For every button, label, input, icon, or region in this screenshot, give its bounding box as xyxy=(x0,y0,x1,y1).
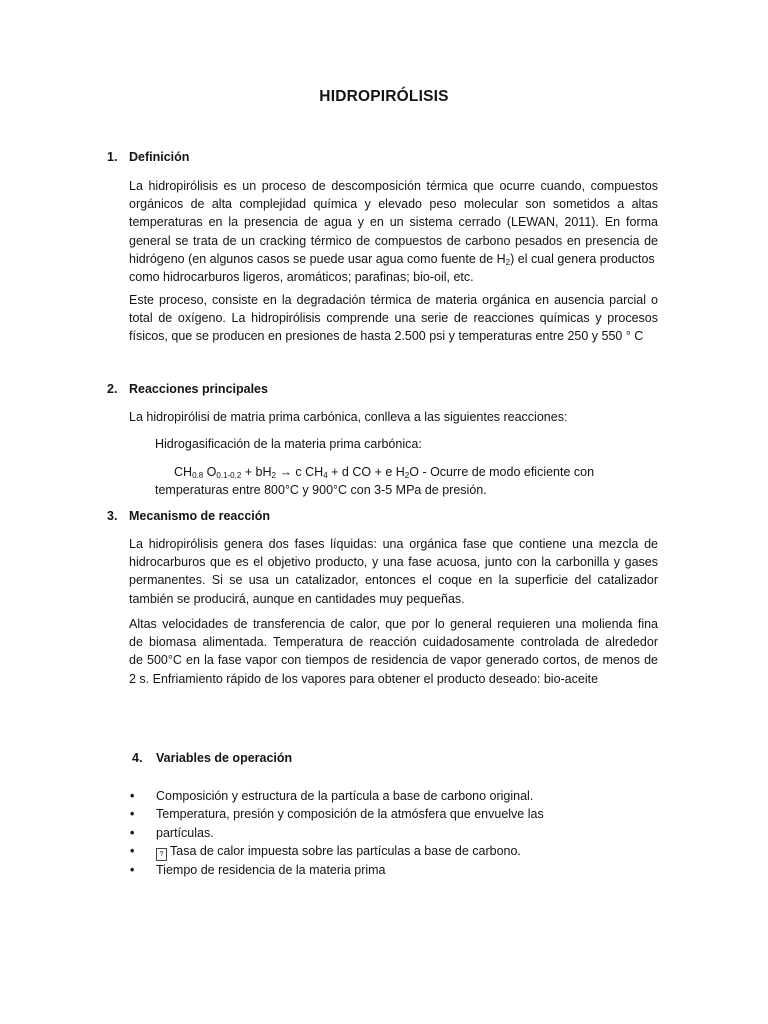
section-3-paragraph-1 xyxy=(129,535,658,608)
section-1-number: 1. xyxy=(107,150,118,164)
list-item-text: Composición y estructura de la partícula a base de carbono original. xyxy=(156,789,534,803)
text-line: Altas velocidades de transferencia de calor, que por lo general requieren una molienda fina xyxy=(129,617,658,631)
list-item-text: Tasa de calor impuesta sobre las partículas a base de carbono. xyxy=(170,844,521,859)
section-2-number: 2. xyxy=(107,382,118,396)
section-3-title: Mecanismo de reacción xyxy=(129,509,271,523)
section-2-title: Reacciones principales xyxy=(129,382,268,396)
list-item xyxy=(130,805,544,823)
text-line: La hidropirólisi de matria prima carbónica, conlleva a las siguientes reacciones: xyxy=(129,410,568,424)
section-1-paragraph-2 xyxy=(129,291,658,346)
text-line: físicos, que se producen en presiones de hasta 2.500 psi y temperaturas entre 250 y 550 ° C xyxy=(129,329,644,344)
text-line: como hidrocarburos ligeros, aromáticos; parafinas; bio-oil, etc. xyxy=(129,270,474,285)
operation-variables-list xyxy=(130,787,544,880)
text-line: total de oxígeno. La hidropirólisis comprende una serie de reacciones químicas y procesos xyxy=(129,311,658,326)
subscript: 2 xyxy=(505,257,511,267)
bullet-icon: • xyxy=(130,863,135,878)
section-4-number: 4. xyxy=(132,751,143,765)
bullet-icon: • xyxy=(130,825,135,840)
text-line: de biomasa alimentada. Temperatura de reacción cuidadosamente controlada de alrededor xyxy=(129,635,658,650)
subscript: 0.1-0.2 xyxy=(216,471,242,480)
subscript: 2 xyxy=(404,471,410,480)
list-item-text: partículas. xyxy=(156,825,214,840)
text-line: La hidropirólisis es un proceso de descomposición térmica que ocurre cuando, compuestos xyxy=(129,179,658,193)
section-2-intro xyxy=(129,408,658,426)
section-3-number: 3. xyxy=(107,509,118,523)
equation-line: temperaturas entre 800°C y 900°C con 3-5 MPa de presión. xyxy=(155,483,487,498)
subscript: 2 xyxy=(271,471,276,480)
text-line: Este proceso, consiste en la degradación térmica de materia orgánica en ausencia parcial o xyxy=(129,293,658,307)
section-4-title: Variables de operación xyxy=(156,751,293,765)
eq-part: CH xyxy=(174,465,193,479)
equation-line xyxy=(155,463,658,481)
text-line: permanentes. Si se usa un catalizador, entonces el coque en la superficie del catalizador xyxy=(129,573,658,588)
list-item-text: Tiempo de residencia de la materia prima xyxy=(156,863,386,878)
bullet-icon: • xyxy=(130,789,135,803)
text-line: La hidropirólisis genera dos fases líquidas: una orgánica fase que contiene una mezcla de xyxy=(129,537,658,551)
subscript: 0.8 xyxy=(192,471,204,480)
text-line: 2 s. Enfriamiento rápido de los vapores para obtener el producto deseado: bio-aceite xyxy=(129,671,599,686)
missing-glyph-icon: ? xyxy=(156,848,167,861)
text-line: Hidrogasificación de la materia prima carbónica: xyxy=(155,437,422,451)
list-item xyxy=(130,842,544,861)
text-segment: hidrógeno (en algunos casos se puede usar agua como fuente de H xyxy=(129,251,506,266)
section-3-paragraph-2 xyxy=(129,615,658,688)
text-line xyxy=(129,250,658,268)
eq-part: → c CH xyxy=(275,465,324,479)
section-2-heading xyxy=(107,382,268,396)
text-line: también se producirá, aunque en cantidades muy pequeñas. xyxy=(129,591,465,606)
list-item xyxy=(130,787,544,805)
section-4-heading xyxy=(132,751,292,765)
section-1-heading xyxy=(107,150,189,164)
text-segment: ) el cual genera productos xyxy=(510,251,655,266)
text-line: general se trata de un cracking térmico de compuestos de carbono pesados en presencia de xyxy=(129,233,658,248)
subscript: 4 xyxy=(323,471,328,480)
reaction-equation xyxy=(155,463,658,499)
bullet-icon: • xyxy=(130,844,135,859)
section-2-subheading xyxy=(155,435,658,453)
section-3-heading xyxy=(107,509,270,523)
bullet-icon: • xyxy=(130,807,135,822)
eq-part: + bH xyxy=(241,465,272,479)
text-line: orgánicos de alta complejidad química y elevado peso molecular son sometidos a altas xyxy=(129,197,658,212)
eq-part: O - Ocurre de modo eficiente con xyxy=(409,465,595,479)
section-1-paragraph-1 xyxy=(129,177,658,286)
text-line: temperaturas en la presencia de agua y en un sistema cerrado (LEWAN, 2011). En forma xyxy=(129,215,658,230)
section-1-title: Definición xyxy=(129,150,190,164)
document-title: HIDROPIRÓLISIS xyxy=(319,88,449,105)
eq-part: O xyxy=(203,465,217,479)
text-line: de 500°C en la fase vapor con tiempos de residencia de vapor generado cortos, de menos de xyxy=(129,653,658,668)
list-item xyxy=(130,861,544,879)
text-line: hidrocarburos que es el objetivo producto, y una fase acuosa, junto con la carbonilla y gases xyxy=(129,555,658,570)
eq-part: + d CO + e H xyxy=(327,465,405,479)
list-item xyxy=(130,824,544,842)
list-item-text: Temperatura, presión y composición de la atmósfera que envuelve las xyxy=(156,807,544,822)
